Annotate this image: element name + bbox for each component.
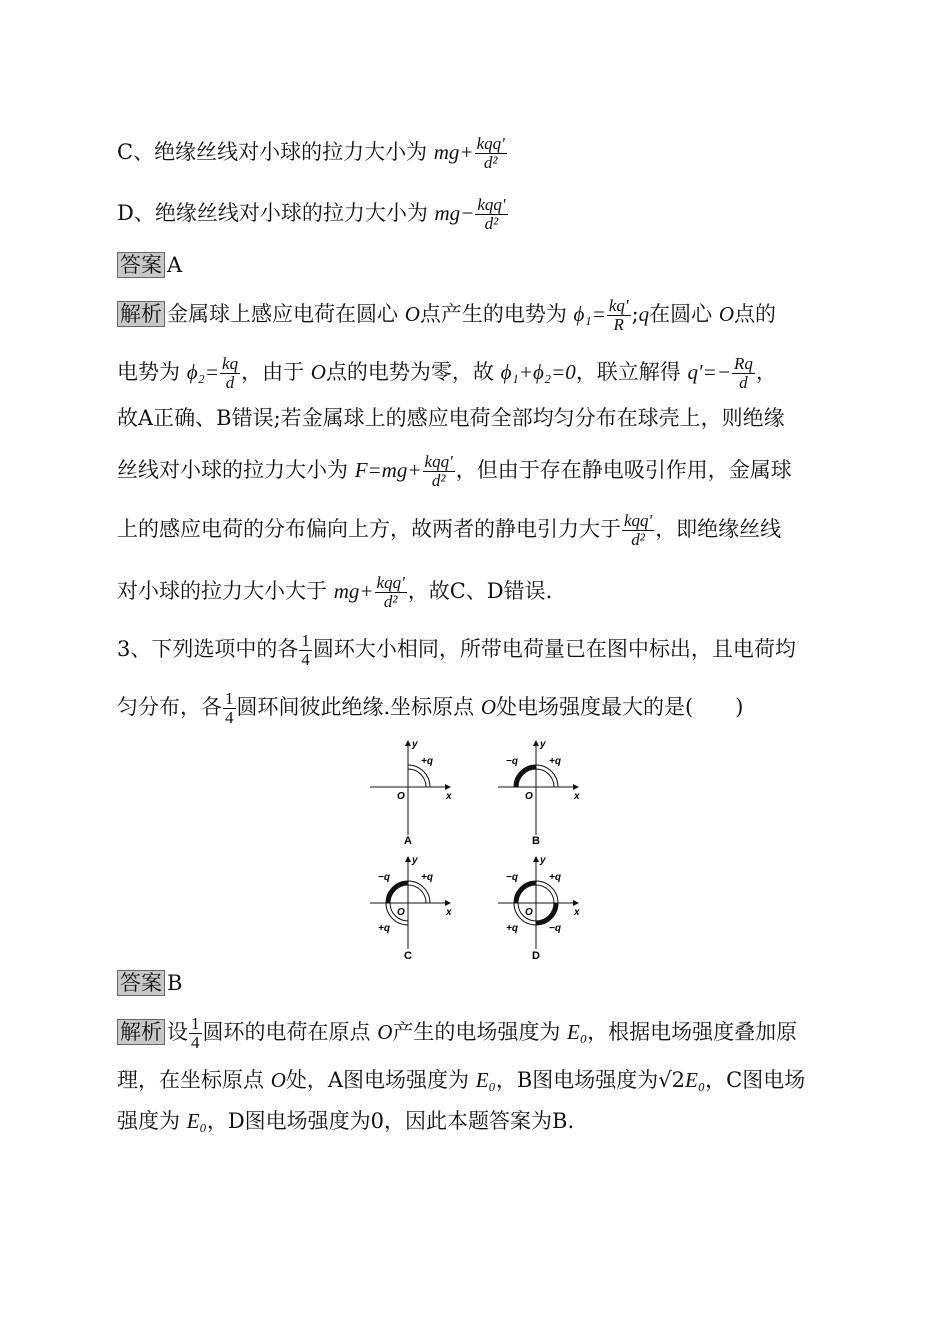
- label-c: C: [404, 950, 412, 962]
- analysis-1-line-6: 对小球的拉力大小大于 mg+ $\frac{\text{kqq'}}{\text{d²}}$ ，故C、D错误.: [117, 573, 553, 611]
- svg-text:y: y: [540, 739, 546, 750]
- analysis-1-line-3: 故A正确、B错误;若金属球上的感应电荷全部均匀分布在球壳上，则绝缘: [117, 406, 785, 430]
- analysis-tag: 解析: [117, 301, 165, 327]
- svg-text:+q: +q: [549, 872, 561, 883]
- answer-value: A: [167, 253, 183, 277]
- svg-text:+q: +q: [378, 923, 390, 934]
- svg-text:−q: −q: [549, 923, 561, 934]
- svg-text:O: O: [525, 907, 533, 918]
- answer-tag: 答案: [117, 970, 165, 996]
- label-a: A: [404, 835, 412, 847]
- svg-text:y: y: [412, 739, 418, 750]
- answer-2: [117, 968, 182, 998]
- answer-value: B: [167, 971, 183, 995]
- charged-rings-figure: [360, 735, 600, 965]
- label-d: D: [532, 950, 540, 962]
- svg-text:−q: −q: [506, 756, 518, 767]
- svg-text:O: O: [397, 791, 405, 802]
- svg-text:+q: +q: [549, 756, 561, 767]
- label-b: B: [532, 835, 540, 847]
- question-3-line-2: 匀分布，各 $\frac{1}{4}$ 圆环间彼此绝缘.坐标原点 O处电场强度最大的是( ): [117, 689, 744, 727]
- panel-d: [498, 855, 580, 962]
- svg-text:−q: −q: [378, 872, 390, 883]
- option-d: D、绝缘丝线对小球的拉力大小为 mg− $\frac{\text{kqq'}}{\text{d²}}$: [117, 195, 506, 233]
- svg-text:y: y: [412, 855, 418, 866]
- fraction: $\frac{\text{kqq'}}{\text{d²}}$: [477, 195, 506, 233]
- svg-text:O: O: [525, 791, 533, 802]
- svg-text:+q: +q: [421, 872, 433, 883]
- analysis-tag: 解析: [117, 1019, 165, 1045]
- panel-c: [370, 855, 452, 962]
- analysis-1-line-5: 上的感应电荷的分布偏向上方，故两者的静电引力大于 $\frac{\text{kqq'}}{\text{d²}}$ ，即绝缘丝线: [117, 511, 782, 549]
- analysis-2-line-2: 理，在坐标原点 O处，A图电场强度为 E₀，B图电场强度为√2E₀，C图电场: [117, 1068, 806, 1092]
- panel-a: [370, 739, 452, 847]
- answer-tag: 答案: [117, 252, 165, 278]
- fraction: $\frac{\text{kqq'}}{\text{d²}}$: [476, 134, 505, 172]
- svg-text:+q: +q: [421, 756, 433, 767]
- svg-text:O: O: [397, 907, 405, 918]
- svg-text:+q: +q: [506, 923, 518, 934]
- analysis-1-line-4: 丝线对小球的拉力大小为 F=mg+ $\frac{\text{kqq'}}{\text{d²}}$ ，但由于存在静电吸引作用，金属球: [117, 452, 792, 490]
- option-c: C、绝缘丝线对小球的拉力大小为 mg+ $\frac{\text{kqq'}}{\text{d²}}$: [117, 134, 505, 172]
- svg-text:−q: −q: [506, 872, 518, 883]
- panel-b: [498, 739, 580, 847]
- analysis-1-line-1: 解析 金属球上感应电荷在圆心 O点产生的电势为 ϕ₁= $\frac{kq'}{R}$ ;q在圆心 O点的: [117, 297, 776, 334]
- svg-text:y: y: [540, 855, 546, 866]
- svg-text:x: x: [446, 907, 452, 918]
- analysis-2-line-1: 解析 设 $\frac{1}{4}$ 圆环的电荷在原点 O产生的电场强度为 E₀，根据电场强度叠加原: [117, 1015, 797, 1052]
- answer-1: [117, 250, 182, 280]
- svg-text:x: x: [446, 791, 452, 802]
- analysis-1-line-2: 电势为 ϕ₂= $\frac{kq}{d}$ ，由于 O点的电势为零，故 ϕ₁+ϕ₂=0，联立解得 q′=− $\frac{Rq}{d}$ ，: [117, 354, 777, 392]
- analysis-2-line-3: 强度为 E₀，D图电场强度为0，因此本题答案为B.: [117, 1109, 575, 1133]
- option-c-text: C、绝缘丝线对小球的拉力大小为: [117, 140, 434, 164]
- svg-text:x: x: [574, 907, 580, 918]
- option-d-text: D、绝缘丝线对小球的拉力大小为: [117, 201, 435, 225]
- figure-svg: [360, 735, 600, 965]
- svg-text:x: x: [574, 791, 580, 802]
- question-3-line-1: 3、下列选项中的各 $\frac{1}{4}$ 圆环大小相同，所带电荷量已在图中标出，且电荷均: [117, 631, 796, 669]
